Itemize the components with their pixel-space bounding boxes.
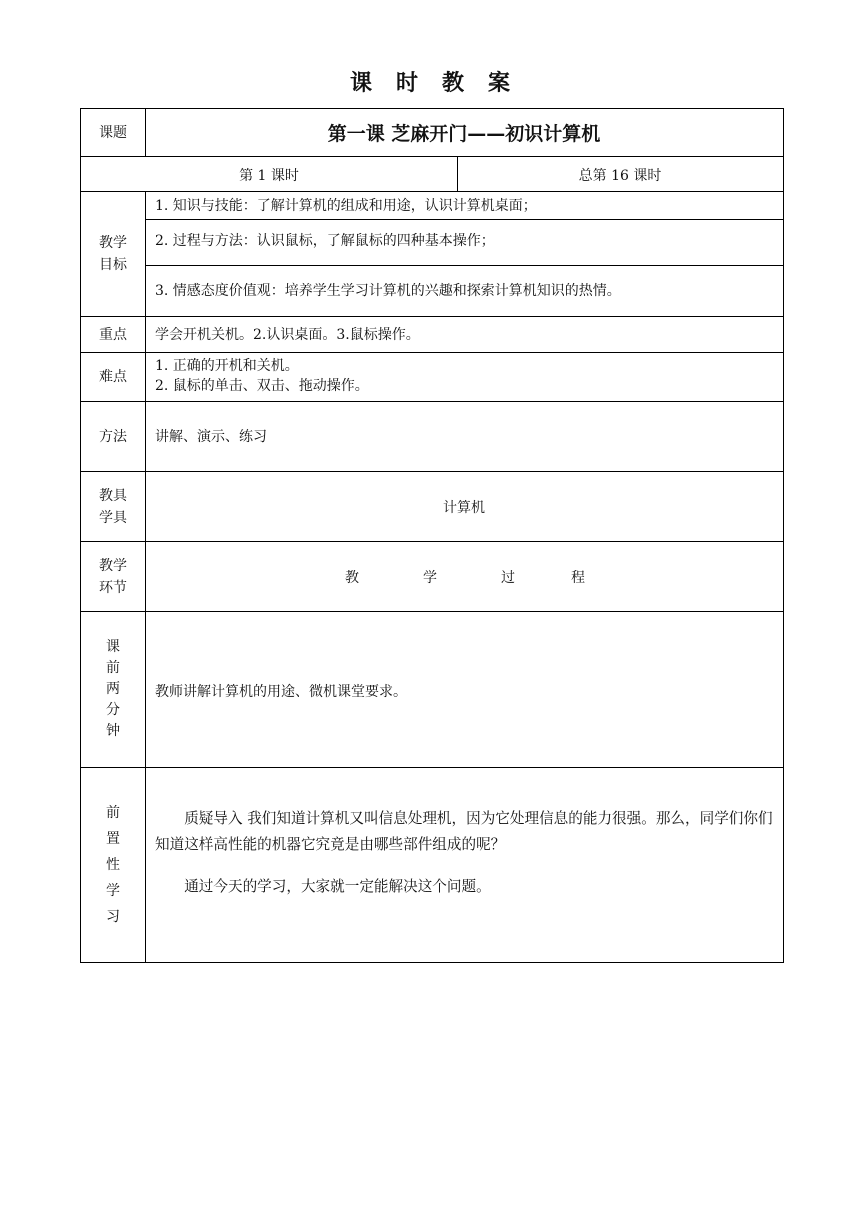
preview-label [81,768,146,962]
document-title [0,66,860,97]
preview-label-text: 前置性学习 [106,805,120,925]
preview-row [80,768,784,963]
method-cell [145,402,783,471]
difficulties-cell [145,353,783,401]
objectives-label [81,192,146,316]
objective-item: 3. 情感态度价值观：培养学生学习计算机的兴趣和探索计算机知识的热情。 [155,283,621,299]
process-char: 程 [571,570,585,586]
pre-class-row [80,612,784,768]
title-char: 课 [349,71,372,96]
title-char: 案 [488,71,511,96]
process-char: 学 [423,570,437,586]
tools-cell [145,472,783,541]
tools-value: 计算机 [443,500,485,516]
title-char: 时 [395,71,418,96]
method-label: 方法 [81,402,146,471]
key-points-label: 重点 [81,317,146,352]
key-points-row [80,317,784,353]
topic-label: 课题 [81,109,146,156]
method-value: 讲解、演示、练习 [155,429,267,445]
objectives-label-text: 教学目标 [99,235,127,273]
topic-cell [145,109,783,156]
preview-paragraph: 通过今天的学习，大家就一定能解决这个问题。 [184,878,491,895]
period-current: 第 1 课时 [239,168,299,184]
pre-class-label [81,612,146,767]
difficulty-item: 1. 正确的开机和关机。 [155,358,299,374]
preview-cell [145,768,783,962]
period-row [80,157,784,192]
objectives-cell [145,192,783,316]
process-char: 教 [345,570,359,586]
objectives-row [80,192,784,317]
objective-item: 1. 知识与技能：了解计算机的组成和用途，认识计算机桌面； [155,198,537,214]
process-row [80,542,784,612]
difficulties-label: 难点 [81,353,146,401]
method-row [80,402,784,472]
tools-label [81,472,146,541]
pre-class-cell [145,612,783,767]
key-points-value: 学会开机关机。2.认识桌面。3.鼠标操作。 [155,327,420,343]
difficulties-row [80,353,784,402]
tools-row [80,472,784,542]
topic-value: 第一课 芝麻开门——初识计算机 [327,123,601,145]
key-points-cell [145,317,783,352]
row-divider [145,219,783,220]
period-right-cell [457,157,783,191]
preview-paragraph: 质疑导入 我们知道计算机又叫信息处理机，因为它处理信息的能力很强。那么，同学们你们知道这样高性能的机器它究竟是由哪些部件组成的呢？ [155,810,773,853]
difficulty-item: 2. 鼠标的单击、双击、拖动操作。 [155,378,369,394]
objective-item: 2. 过程与方法：认识鼠标，了解鼠标的四种基本操作； [155,233,495,249]
period-total: 总第 16 课时 [578,168,662,184]
tools-label-text: 教具学具 [99,487,127,526]
row-divider [145,265,783,266]
title-char: 教 [442,71,465,96]
process-label [81,542,146,611]
process-cell [145,542,783,611]
pre-class-value: 教师讲解计算机的用途、微机课堂要求。 [155,684,407,700]
process-label-text: 教学环节 [99,557,127,596]
period-left-cell [81,157,458,191]
process-char: 过 [501,570,515,586]
topic-row [80,108,784,157]
pre-class-label-text: 课前两分钟 [106,639,120,739]
